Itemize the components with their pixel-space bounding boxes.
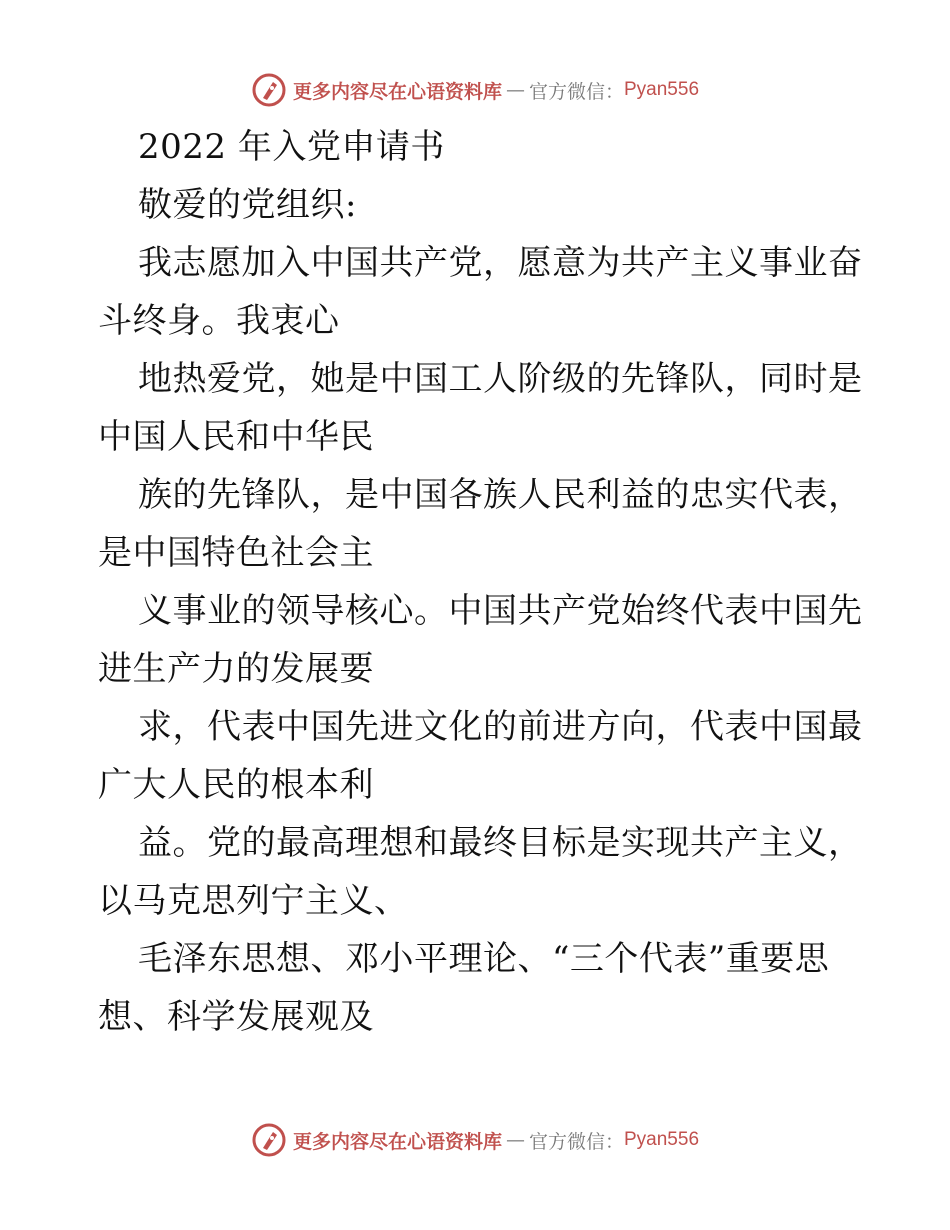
watermark-brand: 更多内容尽在心语资料库 — [292, 80, 502, 103]
text-line: 地热爱党，她是中国工人阶级的先锋队，同时是 — [138, 359, 863, 399]
text-line: 中国人民和中华民 — [98, 417, 374, 457]
watermark-wechat-label: 官方微信： — [528, 1130, 624, 1153]
text-line: 想、科学发展观及 — [98, 997, 374, 1037]
footer-watermark — [0, 1120, 950, 1160]
watermark-dash: — — [505, 1129, 525, 1151]
header-watermark — [0, 70, 950, 110]
watermark-wechat-label: 官方微信： — [528, 80, 624, 103]
text-line: 斗终身。我衷心 — [98, 301, 340, 341]
document-title: 2022 年入党申请书 — [138, 127, 445, 167]
text-line: 进生产力的发展要 — [98, 649, 374, 689]
text-line: 族的先锋队，是中国各族人民利益的忠实代表， — [138, 475, 863, 515]
salutation: 敬爱的党组织: — [138, 185, 357, 225]
text-line: 益。党的最高理想和最终目标是实现共产主义， — [138, 823, 863, 863]
watermark-wechat-id: Pyan556 — [624, 1129, 700, 1150]
document-body — [98, 118, 863, 1046]
text-line: 毛泽东思想、邓小平理论、“三个代表”重要思 — [138, 939, 830, 979]
text-line: 求，代表中国先进文化的前进方向，代表中国最 — [138, 707, 863, 747]
pen-nib-icon — [251, 1122, 287, 1158]
text-line: 广大人民的根本利 — [98, 765, 374, 805]
watermark-wechat-id: Pyan556 — [624, 79, 700, 100]
watermark-dash: — — [505, 79, 525, 101]
text-line: 我志愿加入中国共产党，愿意为共产主义事业奋 — [138, 243, 863, 283]
text-line: 义事业的领导核心。中国共产党始终代表中国先 — [138, 591, 863, 631]
pen-nib-icon — [251, 72, 287, 108]
text-line: 是中国特色社会主 — [98, 533, 374, 573]
watermark-brand: 更多内容尽在心语资料库 — [292, 1130, 502, 1153]
text-line: 以马克思列宁主义、 — [98, 881, 409, 921]
